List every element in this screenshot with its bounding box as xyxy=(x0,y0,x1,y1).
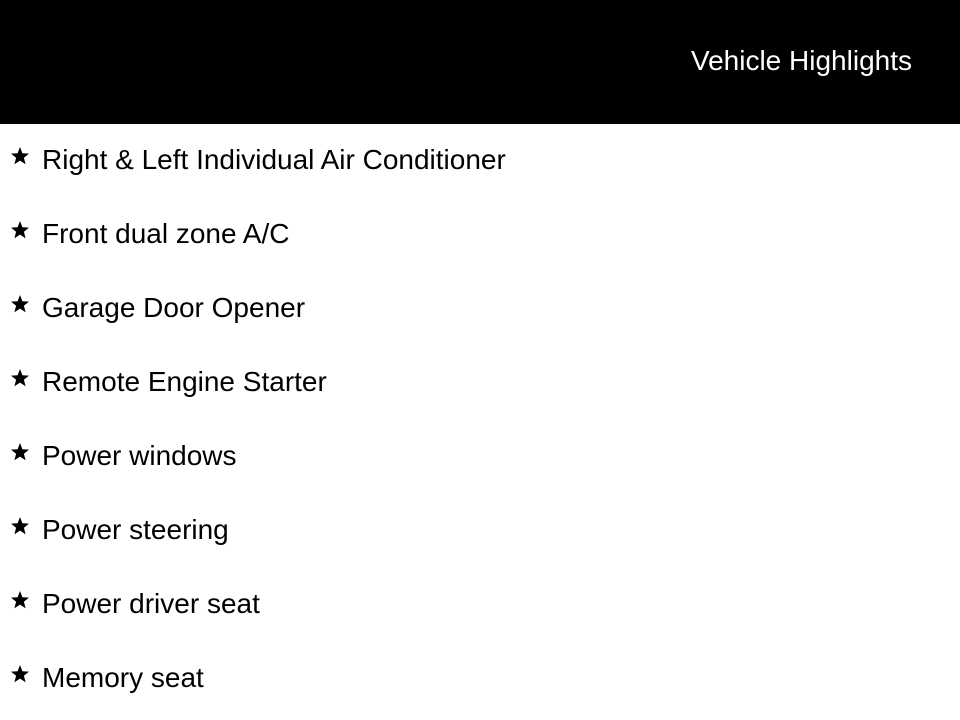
star-icon xyxy=(10,442,30,462)
list-item xyxy=(0,124,960,198)
highlights-list xyxy=(0,124,960,716)
star-icon xyxy=(10,294,30,314)
star-icon xyxy=(10,146,30,166)
list-item xyxy=(0,642,960,716)
list-item-label: Right & Left Individual Air Conditioner xyxy=(42,144,506,175)
star-icon xyxy=(10,664,30,684)
list-item xyxy=(0,346,960,420)
list-item xyxy=(0,494,960,568)
star-icon xyxy=(10,220,30,240)
list-item-label: Memory seat xyxy=(42,662,204,693)
list-item xyxy=(0,420,960,494)
list-item-label: Remote Engine Starter xyxy=(42,366,327,397)
list-item xyxy=(0,198,960,272)
header-bar xyxy=(0,0,960,124)
list-item-label: Power windows xyxy=(42,440,237,471)
star-icon xyxy=(10,368,30,388)
list-item xyxy=(0,272,960,346)
list-item-label: Front dual zone A/C xyxy=(42,218,290,249)
star-icon xyxy=(10,516,30,536)
list-item-label: Garage Door Opener xyxy=(42,292,306,323)
list-item-label: Power driver seat xyxy=(42,588,260,619)
page-title: Vehicle Highlights xyxy=(690,45,912,76)
list-item xyxy=(0,568,960,642)
list-item-label: Power steering xyxy=(42,514,229,545)
star-icon xyxy=(10,590,30,610)
